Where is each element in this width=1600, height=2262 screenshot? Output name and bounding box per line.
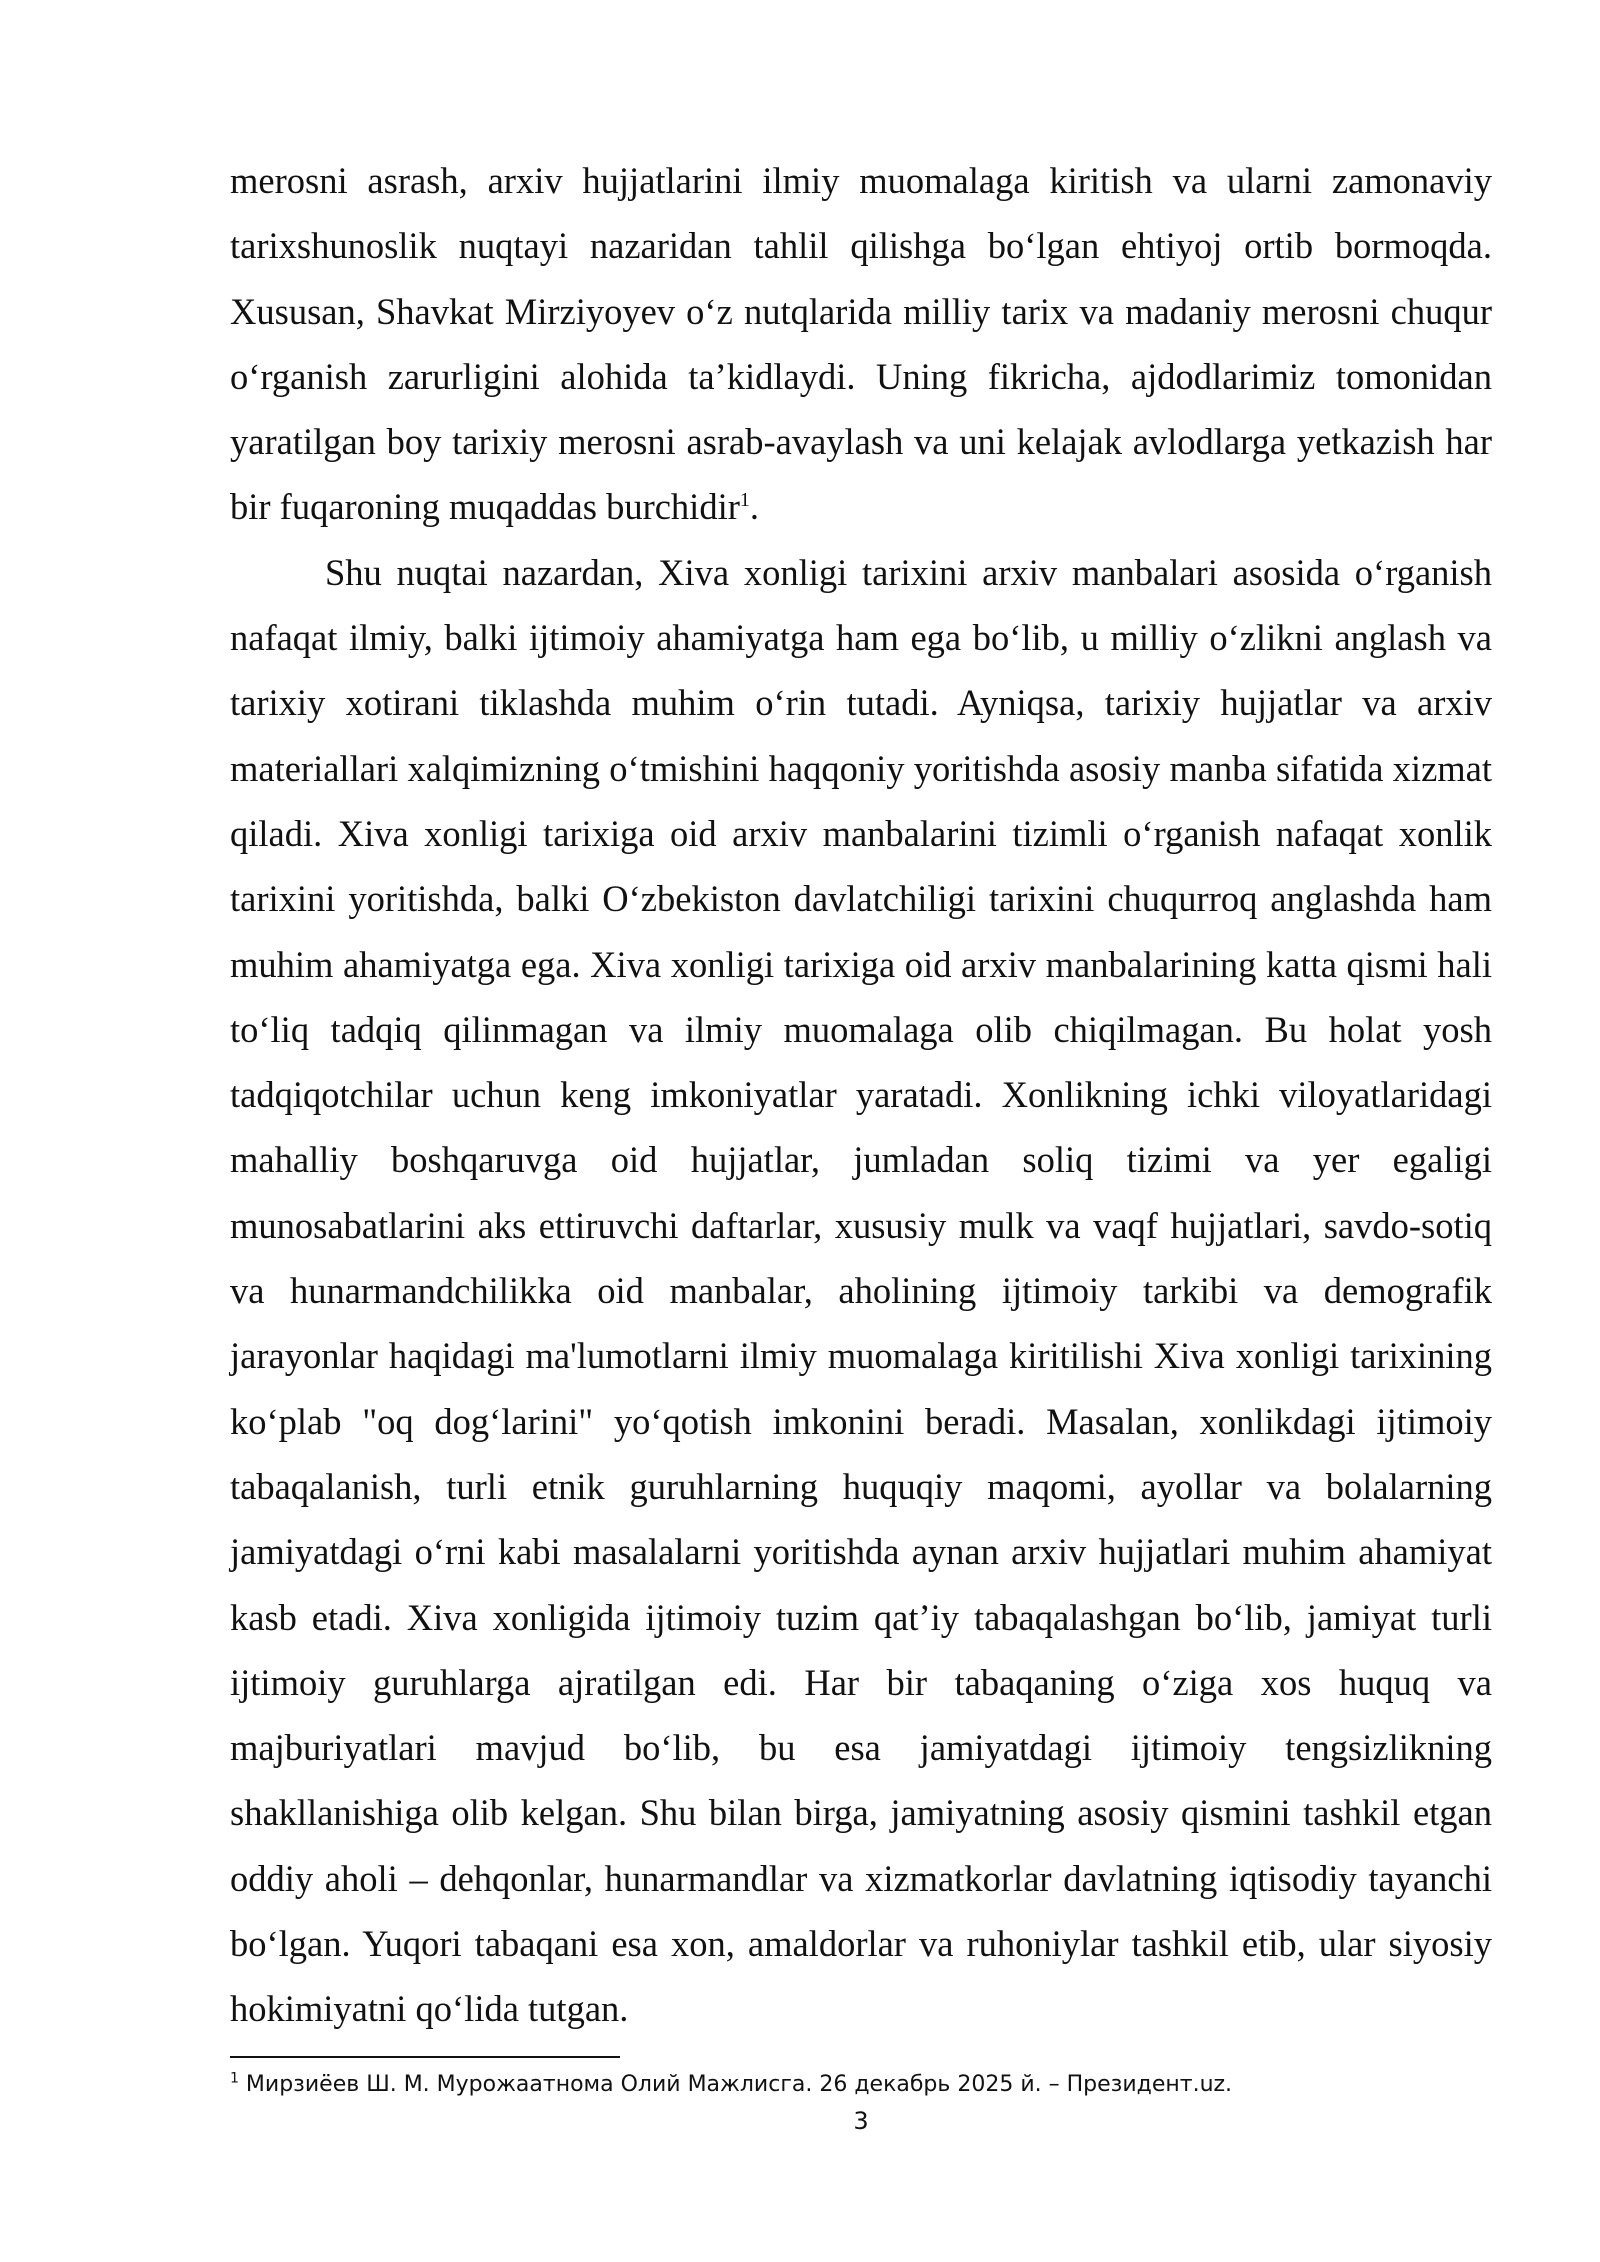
paragraph-1-text: merosni asrash, arxiv hujjatlarini ilmiy muomalaga kiritish va ularni zamonaviy tarixshunoslik nuqtayi nazaridan tahlil qilishga bo‘lgan ehtiyoj ortib bormoqda. Xususan, Shavkat Mirziyoyev o‘z nutqlarida milliy tarix va madaniy merosni chuqur o‘rganish zarurligini alohida ta’kidlaydi. Uning fikricha, ajdodlarimiz tomonidan yaratilgan boy tarixiy merosni asrab-avaylash va uni kelajak avlodlarga yetkazish har bir fuqaroning muqaddas burchidir — [230, 160, 1492, 528]
footnote-reference[interactable]: 1 — [739, 489, 750, 512]
footnote-separator — [230, 2056, 620, 2058]
paragraph-2 — [230, 540, 1492, 2042]
page-number: 3 — [853, 2107, 869, 2135]
paragraph-1-ending: . — [749, 486, 759, 528]
paragraph-1 — [230, 148, 1492, 540]
footnote — [230, 2068, 1492, 2102]
footnote-number: 1 — [230, 2070, 239, 2087]
body-text — [230, 148, 1492, 2042]
paragraph-2-text: Shu nuqtai nazardan, Xiva xonligi tarixini arxiv manbalari asosida o‘rganish nafaqat ilmiy, balki ijtimoiy ahamiyatga ham ega bo‘lib, u milliy o‘zlikni anglash va tarixiy xotirani tiklashda muhim o‘rin tutadi. Ayniqsa, tarixiy hujjatlar va arxiv materiallari xalqimizning o‘tmishini haqqoniy yoritishda asosiy manba sifatida xizmat qiladi. Xiva xonligi tarixiga oid arxiv manbalarini tizimli o‘rganish nafaqat xonlik tarixini yoritishda, balki O‘zbekiston davlatchiligi tarixini chuqurroq anglashda ham muhim ahamiyatga ega. Xiva xonligi tarixiga oid arxiv manbalarining katta qismi hali to‘liq tadqiq qilinmagan va ilmiy muomalaga olib chiqilmagan. Bu holat yosh tadqiqotchilar uchun keng imkoniyatlar yaratadi. Xonlikning ichki viloyatlaridagi mahalliy boshqaruvga oid hujjatlar, jumladan soliq tizimi va yer egaligi munosabatlarini aks ettiruvchi daftarlar, xususiy mulk va vaqf hujjatlari, savdo-sotiq va hunarmandchilikka oid manbalar, aholining ijtimoiy tarkibi va demografik jarayonlar haqidagi ma'lumotlarni ilmiy muomalaga kiritilishi Xiva xonligi tarixining ko‘plab "oq dog‘larini" yo‘qotish imkonini beradi. Masalan, xonlikdagi ijtimoiy tabaqalanish, turli etnik guruhlarning huquqiy maqomi, ayollar va bolalarning jamiyatdagi o‘rni kabi masalalarni yoritishda aynan arxiv hujjatlari muhim ahamiyat kasb etadi. Xiva xonligida ijtimoiy tuzim qat’iy tabaqalashgan bo‘lib, jamiyat turli ijtimoiy guruhlarga ajratilgan edi. Har bir tabaqaning o‘ziga xos huquq va majburiyatlari mavjud bo‘lib, bu esa jamiyatdagi ijtimoiy tengsizlikning shakllanishiga olib kelgan. Shu bilan birga, jamiyatning asosiy qismini tashkil etgan oddiy aholi – dehqonlar, hunarmandlar va xizmatkorlar davlatning iqtisodiy tayanchi bo‘lgan. Yuqori tabaqani esa xon, amaldorlar va ruhoniylar tashkil etib, ular siyosiy hokimiyatni qo‘lida tutgan. — [230, 551, 1492, 2030]
footnote-text: Мирзиёев Ш. М. Мурожаатнома Олий Мажлисга. 26 декабрь 2025 й. – Президент.uz. — [245, 2072, 1233, 2097]
